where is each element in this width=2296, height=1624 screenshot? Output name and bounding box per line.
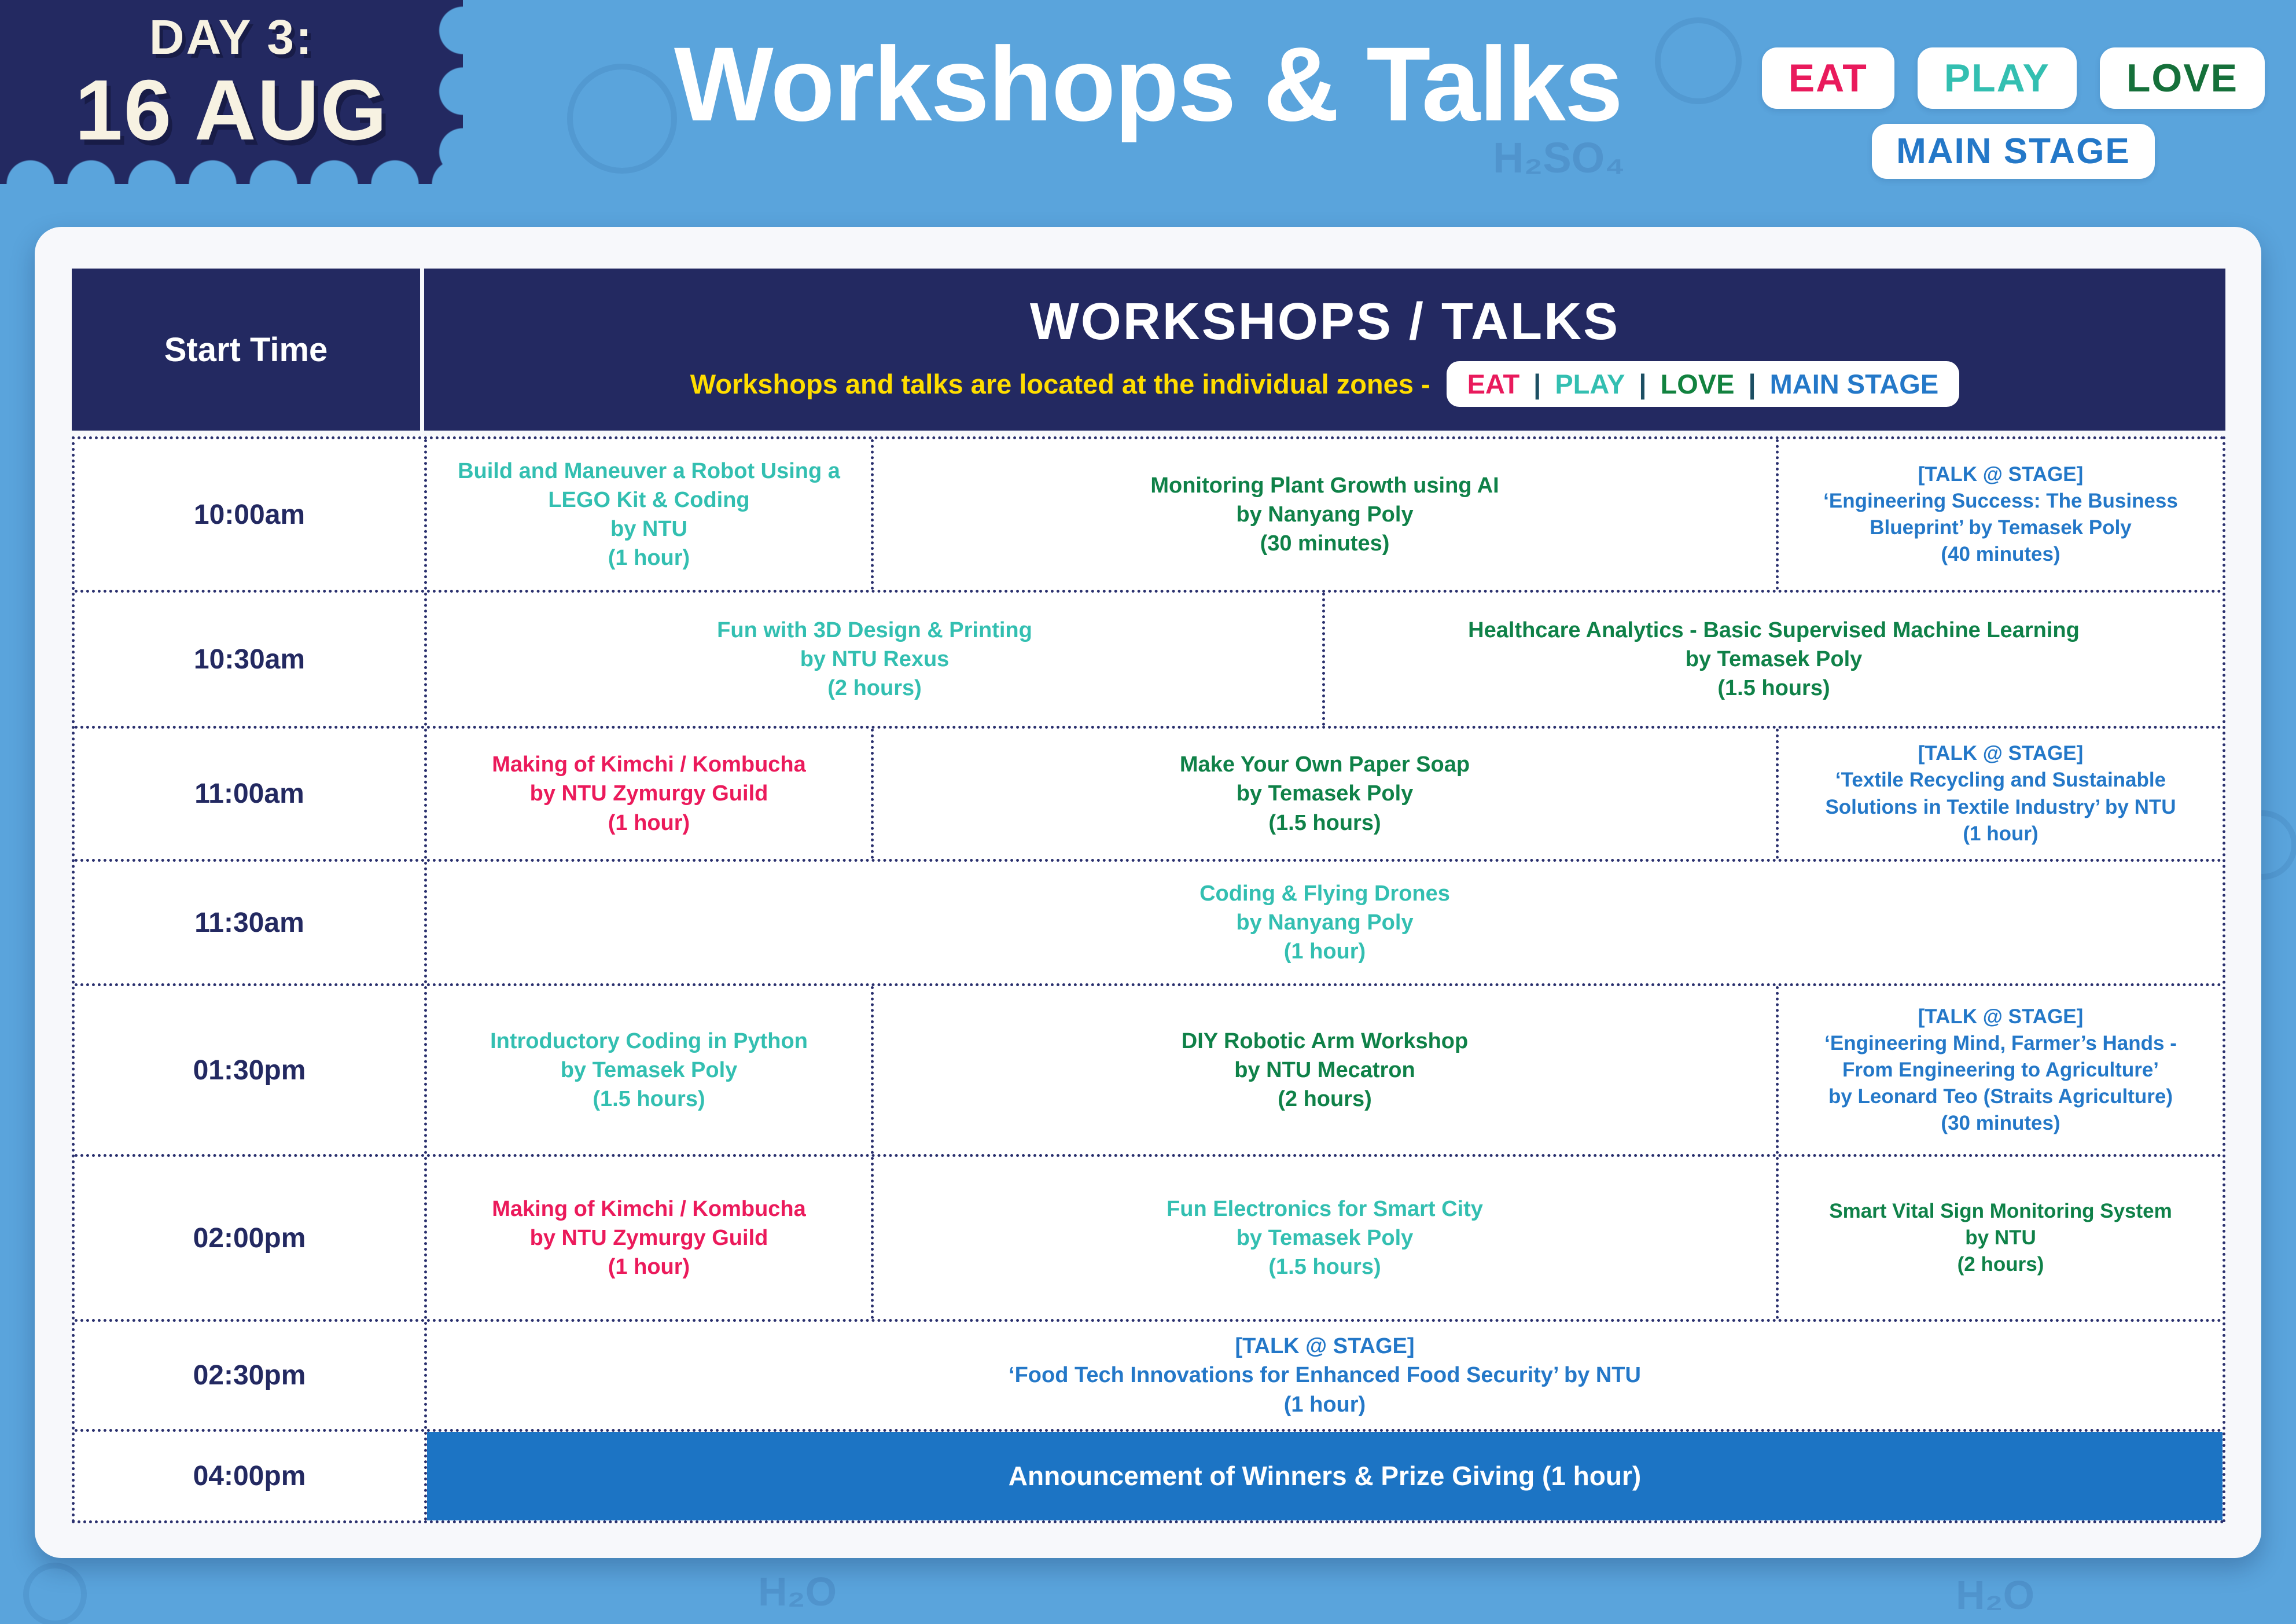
table-body [72,436,2225,1523]
doodle-h2o-label: H₂O [758,1569,837,1614]
event-line: (1 hour) [608,546,690,571]
header-subtitle: Workshops and talks are located at the individual zones - [690,369,1430,399]
event-line: by NTU [1965,1226,2036,1249]
table-row [75,862,2223,986]
stamp-day-label: DAY 3: [149,9,314,64]
event-cell [1779,729,2223,859]
event-line: (1 hour) [1283,939,1366,964]
table-row [75,1322,2223,1432]
announcement-cell [427,1432,2223,1520]
event-line: ‘Engineering Success: The Business [1823,489,2178,512]
event-cell [427,1157,874,1319]
event-line: (1 hour) [608,810,690,835]
zone-badge-row [1762,47,2265,109]
event-cell [1779,439,2223,590]
start-time-cell: 02:30pm [75,1322,427,1429]
event-line: Making of Kimchi / Kombucha [492,752,806,777]
event-cell [1779,1157,2223,1319]
legend-separator: | [1748,369,1756,399]
event-line: DIY Robotic Arm Workshop [1181,1028,1469,1053]
event-line: [TALK @ STAGE] [1918,742,2084,765]
event-line: (1.5 hours) [1268,810,1381,835]
event-line: [TALK @ STAGE] [1918,1005,2084,1028]
event-cell [874,729,1779,859]
event-line: by NTU Mecatron [1234,1057,1415,1082]
event-line: by NTU Zymurgy Guild [529,781,768,806]
badge-main-stage: MAIN STAGE [1872,124,2155,179]
event-line: (40 minutes) [1941,543,2060,566]
legend-love: LOVE [1660,369,1735,399]
event-line: by Temasek Poly [1236,781,1414,806]
badge-eat: EAT [1762,47,1894,109]
event-cell [427,593,1325,726]
event-line: Fun Electronics for Smart City [1167,1196,1483,1221]
event-line: Introductory Coding in Python [490,1028,808,1053]
event-line: Healthcare Analytics - Basic Supervised Machine Learning [1468,618,2080,642]
header-title: WORKSHOPS / TALKS [1029,293,1620,351]
event-cell [427,862,2223,983]
badge-play: PLAY [1918,47,2077,109]
event-line: Monitoring Plant Growth using AI [1150,473,1499,498]
table-row [75,729,2223,862]
event-line: Fun with 3D Design & Printing [717,618,1032,642]
event-line: Announcement of Winners & Prize Giving (1 hour) [1008,1461,1642,1491]
event-line: (30 minutes) [1941,1112,2060,1135]
legend-main-stage: MAIN STAGE [1769,369,1939,399]
event-line: (1 hour) [608,1255,690,1280]
badge-love: LOVE [2100,47,2265,109]
background-doodle-ring [23,1563,87,1624]
start-time-cell: 10:30am [75,593,427,726]
start-time-cell: 04:00pm [75,1432,427,1520]
event-line: (1.5 hours) [1268,1255,1381,1280]
event-line: Making of Kimchi / Kombucha [492,1196,806,1221]
table-row [75,593,2223,729]
legend-play: PLAY [1555,369,1625,399]
event-line: LEGO Kit & Coding [548,487,750,512]
zone-legend-pill [1447,361,1960,407]
start-time-cell: 01:30pm [75,986,427,1154]
header-subtitle-row [690,361,1959,407]
event-line: (2 hours) [1278,1087,1372,1112]
event-line: [TALK @ STAGE] [1235,1334,1415,1359]
event-cell [427,729,874,859]
event-line: Smart Vital Sign Monitoring System [1829,1199,2172,1222]
event-line: by NTU Rexus [800,646,950,671]
event-cell [874,1157,1779,1319]
start-time-cell: 10:00am [75,439,427,590]
event-line: by Leonard Teo (Straits Agriculture) [1828,1085,2173,1108]
table-row [75,439,2223,593]
event-line: ‘Food Tech Innovations for Enhanced Food Security’ by NTU [1009,1363,1641,1388]
event-line: (1.5 hours) [1717,676,1830,701]
legend-separator: | [1533,369,1541,399]
start-time-cell: 11:30am [75,862,427,983]
stamp-date-label: 16 AUG [75,62,388,158]
event-line: by Temasek Poly [1236,1225,1414,1250]
table-row [75,1432,2223,1520]
event-cell [427,1322,2223,1429]
zone-badges [1762,47,2265,179]
event-line: by Temasek Poly [1685,646,1863,671]
event-cell [427,986,874,1154]
doodle-h2o-label: H₂O [1956,1572,2035,1618]
header-start-time: Start Time [72,269,424,431]
event-cell [874,439,1779,590]
event-line: by NTU [610,517,687,541]
schedule-table [72,269,2225,1523]
event-line: (1.5 hours) [593,1087,705,1112]
event-line: Coding & Flying Drones [1199,881,1450,906]
event-line: by NTU Zymurgy Guild [529,1225,768,1250]
event-line: Make Your Own Paper Soap [1179,752,1470,777]
event-line: From Engineering to Agriculture’ [1842,1058,2159,1081]
event-line: (2 hours) [827,676,922,701]
event-line: ‘Engineering Mind, Farmer’s Hands - [1824,1031,2177,1055]
event-line: Solutions in Textile Industry’ by NTU [1825,795,2176,818]
table-row [75,986,2223,1157]
start-time-cell: 02:00pm [75,1157,427,1319]
event-line: (2 hours) [1957,1253,2044,1276]
page-title: Workshops & Talks Workshops & Talks [674,23,1622,145]
legend-eat: EAT [1467,369,1520,399]
table-row [75,1157,2223,1322]
schedule-card [35,227,2261,1558]
event-cell [874,986,1779,1154]
header-main [424,269,2225,431]
event-line: by Nanyang Poly [1236,910,1414,935]
event-line: (1 hour) [1283,1392,1366,1417]
event-line: by Temasek Poly [560,1057,738,1082]
event-line: Build and Maneuver a Robot Using a [458,458,840,483]
doodle-h2so4-label: H₂SO₄ [1493,134,1625,182]
event-cell [1325,593,2223,726]
event-line: ‘Textile Recycling and Sustainable [1835,769,2166,792]
event-line: (1 hour) [1963,822,2039,845]
table-header [72,269,2225,431]
event-cell [427,439,874,590]
legend-separator: | [1639,369,1647,399]
event-line: [TALK @ STAGE] [1918,462,2084,486]
event-line: Blueprint’ by Temasek Poly [1870,516,2132,539]
event-line: (30 minutes) [1260,531,1390,556]
event-line: by Nanyang Poly [1236,502,1414,527]
event-cell [1779,986,2223,1154]
start-time-cell: 11:00am [75,729,427,859]
